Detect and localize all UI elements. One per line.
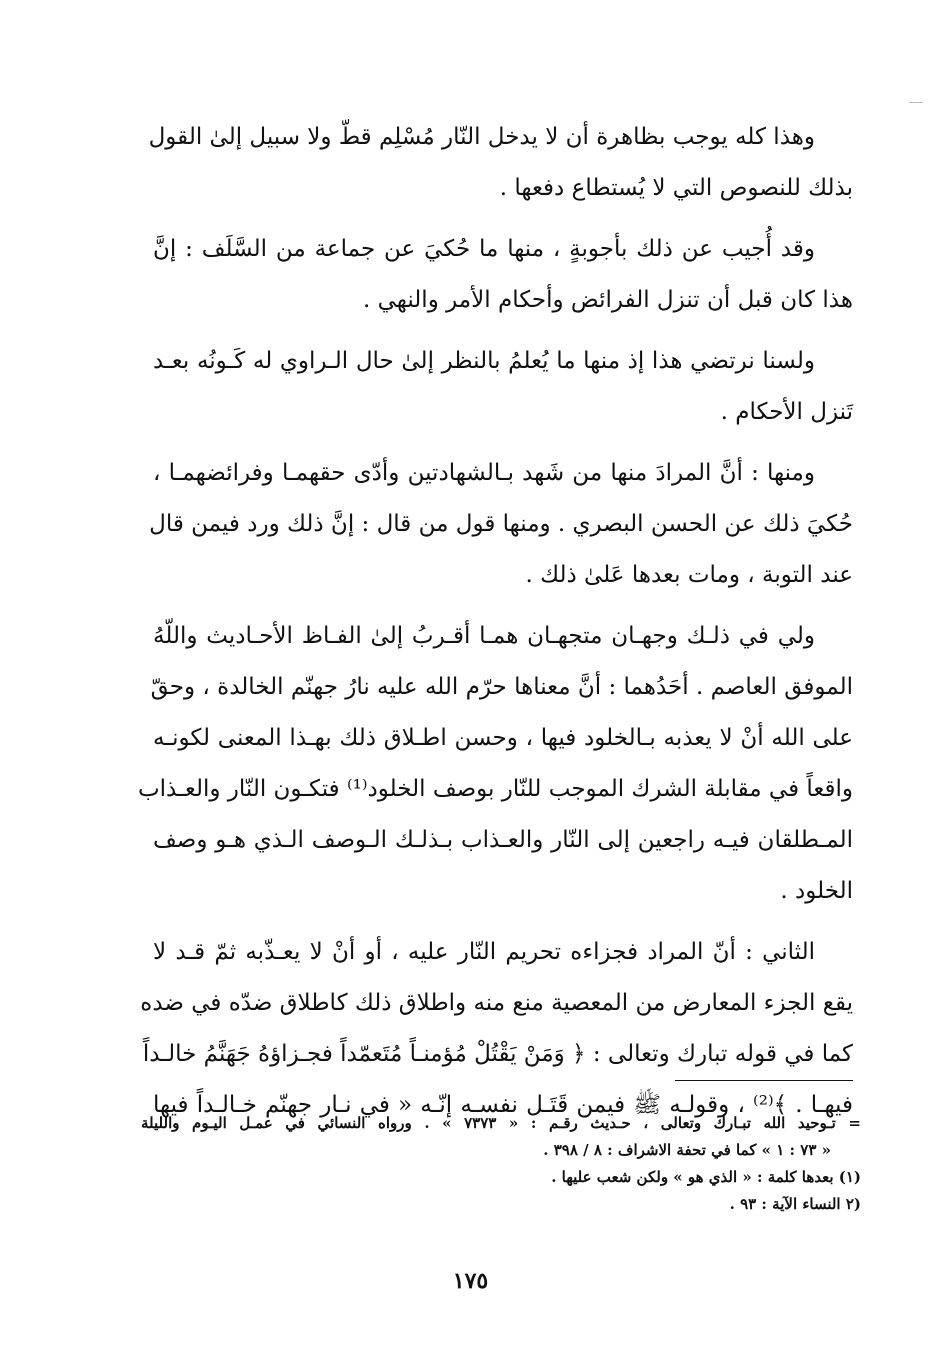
- text-line: هذا كان قبل أن تنزل الفرائض وأحكام الأمر والنهي .: [362, 287, 853, 313]
- text-line: كما في قوله تبارك وتعالى : ﴿ وَمَنْ يَقْتُلْ مُؤمنـاً مُتَعمّداً فجـزاؤهُ جَهَنَّمُ خالـداً: [142, 1041, 853, 1067]
- paragraph: [153, 336, 853, 438]
- text-line: واقعاً في مقابلة الشرك الموجب للنّار بوصف الخلود⁽¹⁾ فتكـون النّار والعـذاب: [138, 776, 853, 802]
- paragraph: [149, 448, 853, 601]
- text-line: المـطلقان فيـه راجعين إلى النّار والعـذاب بـذلـك الـوصف الـذي هـو وصف: [153, 827, 853, 853]
- text-line: ومنها : أنَّ المرادَ منها من شَهد بـالشهادتين وأدّى حقهمـا وفرائضهمـا ،: [153, 460, 815, 486]
- text-line: عند التوبة ، ومات بعدها عَلىٰ ذلك .: [525, 562, 853, 588]
- text-line: الثاني : أنّ المراد فجزاءه تحريم النّار عليه ، أو أنْ لا يعـذّبه ثمّ قـد لا: [153, 939, 815, 965]
- footnote-continuation-line: « ٧٣ : ١ » كما في تحفة الاشراف : ٨ / ٣٩٨ .: [543, 1141, 831, 1159]
- page-number: ١٧٥: [452, 1268, 489, 1294]
- text-line: فيهـا . ﴾⁽²⁾ ، وقولـه ﷺ فيمن قَتَـل نفسـه إنّـه « في نـار جهنّم خـالـداً فيها: [153, 1092, 853, 1118]
- footnote-separator: [675, 1080, 853, 1081]
- footnote-2: (٢ النساء الآية : ٩٣ .: [729, 1195, 861, 1213]
- text-line: الموفق العاصم . أحَدُهما : أنَّ معناها حرّم الله عليه نارُ جهنّم الخالدة ، وحقّ: [150, 674, 853, 700]
- text-line: وهذا كله يوجب بظاهرة أن لا يدخل النّار مُسْلِم قطّ ولا سبيل إلىٰ القول: [148, 124, 815, 150]
- footnotes: [141, 1110, 861, 1218]
- paragraph: [153, 224, 853, 326]
- text-line: الخلود .: [780, 878, 853, 904]
- text-line: تَنزل الأحكام .: [720, 399, 853, 425]
- corner-mark: [909, 102, 923, 103]
- footnote-1: (١) بعدها كلمة : « الذي هو » ولكن شعب عليها .: [551, 1168, 861, 1186]
- paragraph: [148, 112, 853, 214]
- text-line: يقع الجزء المعارض من المعصية منع منه واطلاق ذلك كاطلاق ضدّه في ضده: [140, 990, 853, 1016]
- text-line: ولي في ذلـك وجهـان متجهـان همـا أقـربُ إلىٰ الفـاظ الأحـاديث واللّهُ: [153, 623, 815, 649]
- text-line: على الله أنْ لا يعذبه بـالخلود فيها ، وحسن اطـلاق ذلك بهـذا المعنى لكونـه: [153, 725, 853, 751]
- text-line: بذلك للنصوص التي لا يُستطاع دفعها .: [499, 175, 853, 201]
- main-text: [138, 112, 853, 1141]
- paragraph: [138, 611, 853, 917]
- footnote-continuation: = تـوحيد الله تبـارك وتعالى ، حـديث رقـم : « ٧٣٧٣ » . ورواه النسائي في عمـل اليـوم والليلة: [141, 1114, 861, 1132]
- text-line: حُكيَ ذلك عن الحسن البصري . ومنها قول من قال : إنَّ ذلك ورد فيمن قال: [149, 511, 853, 537]
- paragraph: [140, 927, 853, 1131]
- text-line: وقد أُجيب عن ذلك بأجوبةٍ ، منها ما حُكيَ عن جماعة من السَّلَف : إنَّ: [153, 236, 815, 262]
- text-line: ولسنا نرتضي هذا إذ منها ما يُعلمُ بالنظر إلىٰ حال الـراوي له كَـونُه بعـد: [153, 348, 815, 374]
